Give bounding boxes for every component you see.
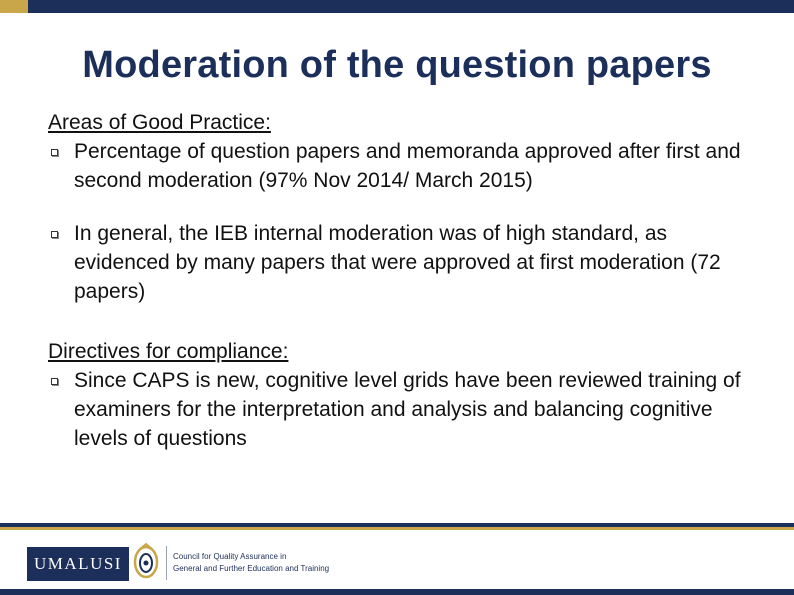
slide-content xyxy=(48,108,768,453)
bullet-text: Percentage of question papers and memoranda approved after first and second moderation (97% Nov 2014/ March 2015) xyxy=(74,140,741,192)
bullet-text: Since CAPS is new, cognitive level grids have been reviewed training of examiners for the interpretation and analysis and balancing cognitive levels of questions xyxy=(74,369,741,450)
footer-divider xyxy=(166,546,167,580)
bullet-text: In general, the IEB internal moderation was of high standard, as evidenced by many papers that were approved at first moderation (72 papers) xyxy=(74,222,721,303)
slide-title: Moderation of the question papers xyxy=(82,44,712,86)
footer-bottom-bar xyxy=(0,589,794,595)
top-bar xyxy=(0,0,794,13)
bullet-item xyxy=(48,137,768,195)
caption-line: Council for Quality Assurance in xyxy=(173,552,287,561)
checkbox-bullet-icon xyxy=(51,231,58,238)
bullet-item xyxy=(48,219,768,306)
section-heading-good-practice: Areas of Good Practice: xyxy=(48,111,271,134)
bullet-item xyxy=(48,366,768,453)
top-bar-accent xyxy=(0,0,28,13)
footer-caption xyxy=(173,551,329,575)
caption-line: General and Further Education and Training xyxy=(173,564,330,573)
checkbox-bullet-icon xyxy=(51,149,58,156)
checkbox-bullet-icon xyxy=(51,378,58,385)
section-heading-directives: Directives for compliance: xyxy=(48,340,289,363)
crest-icon xyxy=(131,541,161,581)
umalusi-logo xyxy=(27,547,129,581)
logo-text: UMALUSI xyxy=(34,554,122,573)
footer-accent-line xyxy=(0,527,794,530)
